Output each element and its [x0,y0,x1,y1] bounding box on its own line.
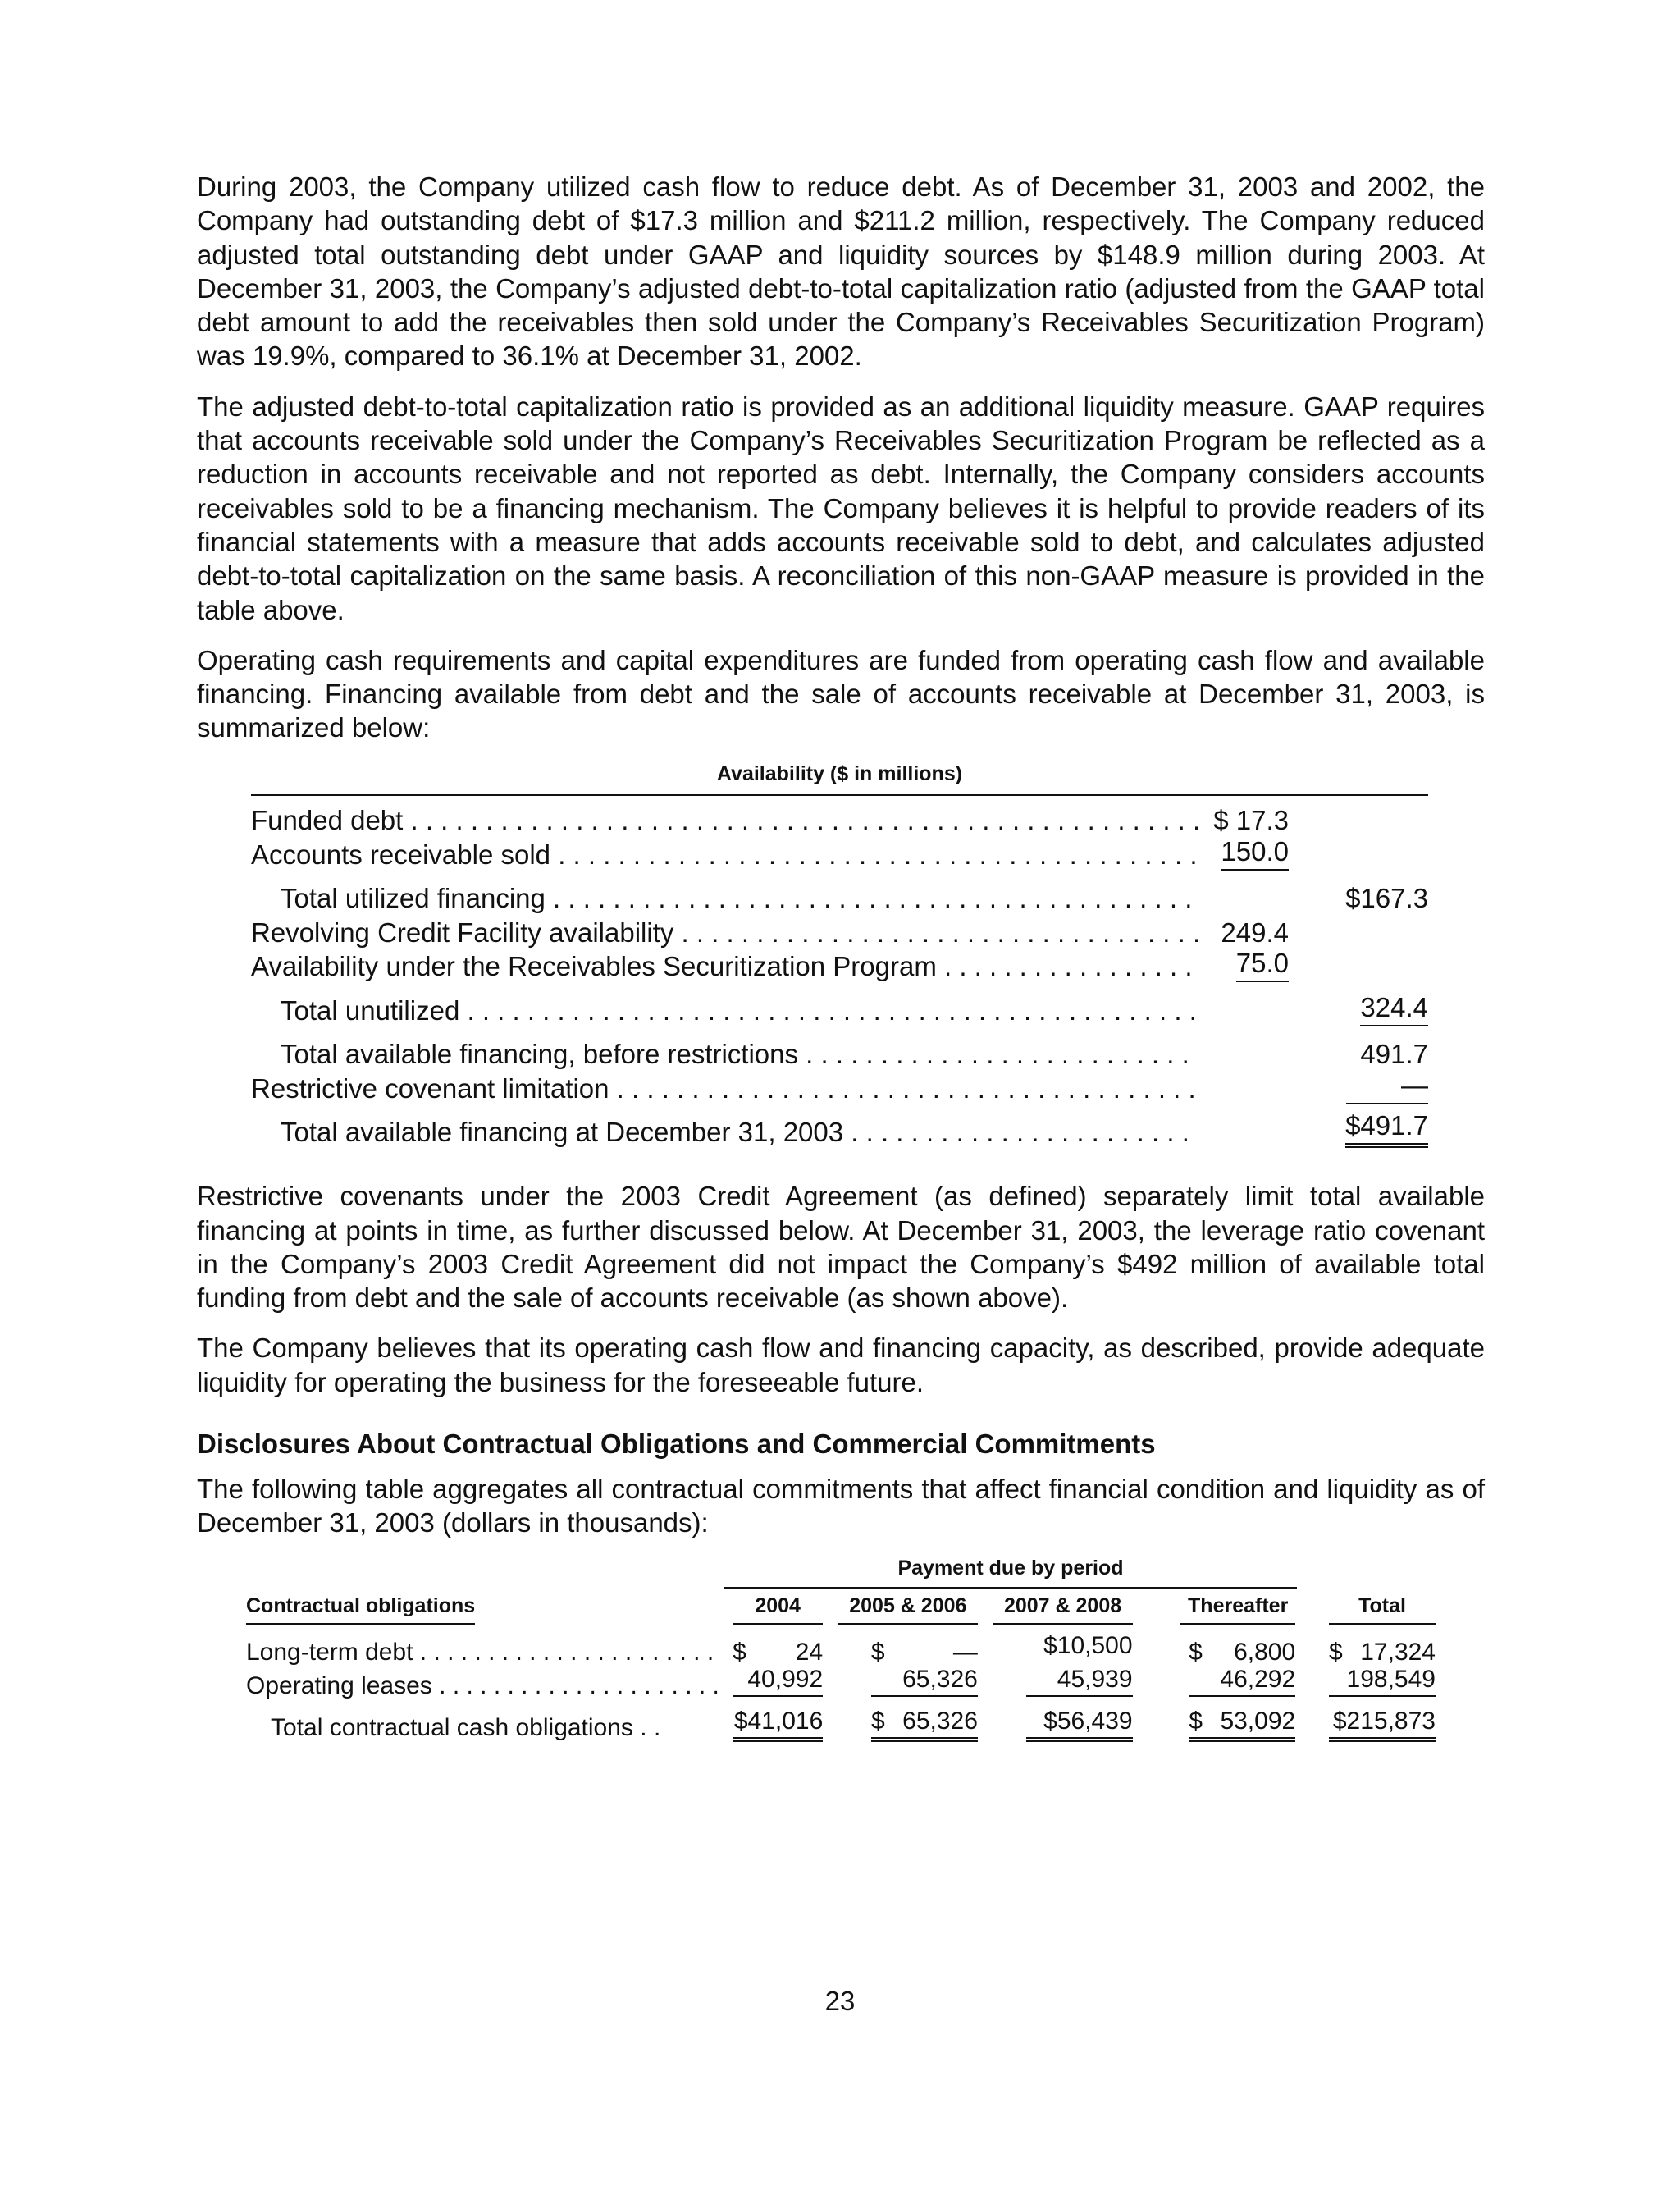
cell-value: 65,326 [902,1665,978,1693]
cell-value: 198,549 [1346,1665,1436,1693]
row-label: Long-term debt [246,1638,413,1666]
currency-sign: $ [733,1638,746,1666]
row-label: Funded debt [251,805,404,836]
table-row [251,836,1428,871]
cell-value: $215,873 [1332,1707,1436,1735]
cell-value: 24 [795,1638,824,1666]
table-header-row [246,1589,1436,1625]
currency-sign: $ [870,1707,885,1735]
column-header: 2005 & 2006 [838,1594,978,1625]
row-label: Accounts receivable sold [251,839,551,870]
cell-value: 53,092 [1220,1707,1296,1735]
section-heading: Disclosures About Contractual Obligations and Commercial Commitments [197,1429,1156,1460]
cell-value: 45,939 [1057,1665,1133,1693]
contractual-obligations-table [246,1557,1436,1742]
cell-value: — [952,1638,978,1666]
paragraph-debt-reduction: During 2003, the Company utilized cash flow to reduce debt. As of December 31, 2003 and 2002, the Company had outstanding debt of $17.3 million and $211.2 million, respectively. The Company reduced adjusted total outstanding debt under GAAP and liquidity sources by $148.9 million during 2003. At December 31, 2003, the Company’s adjusted debt-to-total capitalization ratio (adjusted from the GAAP total debt amount to add the receivables then sold under the Company’s Receivables Securitization Program) was 19.9%, compared to 36.1% at December 31, 2002. [197,171,1485,372]
cell-value: $10,500 [1043,1631,1133,1659]
cell-value: 17,324 [1360,1638,1436,1666]
row-total: 324.4 [1360,992,1428,1026]
paragraph-capitalization-ratio: The adjusted debt-to-total capitalization ratio is provided as an additional liquidity measure. GAAP requires that accounts receivable sold under the Company’s Receivables Securitization Program be reflected as a reduction in accounts receivable and not reported as debt. Internally, the Company considers accounts receivables sold to be a financing mechanism. The Company believes it is helpful to provide readers of its financial statements with a measure that adds accounts receivable sold to debt, and calculates adjusted debt-to-total capitalization on the same basis. A reconciliation of this non-GAAP measure is provided in the table above. [197,391,1485,625]
currency-sign: $ [1329,1638,1343,1666]
cell-value: $56,439 [1043,1707,1133,1735]
row-label: Total available financing at December 31, 2003 [281,1117,844,1148]
table-row [251,992,1428,1026]
payment-period-header: Payment due by period [724,1557,1297,1589]
paragraph-contractual-intro: The following table aggregates all contractual commitments that affect financial condition and liquidity as of December 31, 2003 (dollars in thousands): [197,1474,1485,1538]
availability-table [251,761,1428,1149]
page-number: 23 [824,1986,856,2016]
row-total: 491.7 [1360,1039,1428,1070]
row-label: Revolving Credit Facility availability [251,917,674,948]
row-label: Total contractual cash obligations [271,1713,633,1741]
column-header: Thereafter [1180,1594,1295,1625]
cell-value: 6,800 [1234,1638,1296,1666]
row-total: — [1346,1070,1428,1104]
table-row [251,1070,1428,1104]
column-header: Total [1329,1594,1436,1625]
table-row [246,1667,1436,1700]
paragraph-liquidity-belief: The Company believes that its operating cash flow and financing capacity, as described, provide adequate liquidity for operating the business for the foreseeable future. [197,1333,1485,1397]
cell-value: 46,292 [1220,1665,1296,1693]
row-value: 75.0 [1236,948,1289,982]
paragraph-restrictive-covenants: Restrictive covenants under the 2003 Credit Agreement (as defined) separately limit total available financing at points in time, as further discussed below. At December 31, 2003, the leverage ratio covenant in the Company’s 2003 Credit Agreement did not impact the Company’s $492 million of available total funding from debt and the sale of accounts receivable (as shown above). [197,1181,1485,1314]
currency-sign: $ [870,1638,885,1666]
table-row [251,949,1428,983]
column-header: 2004 [733,1594,823,1625]
row-label: Operating leases [246,1671,432,1699]
cell-value: 65,326 [902,1707,978,1735]
row-label: Total utilized financing [281,883,546,914]
document-page [197,170,1485,1742]
column-header: 2007 & 2008 [993,1594,1133,1625]
table-row [251,1110,1428,1149]
row-total: $491.7 [1345,1110,1428,1148]
table-row [251,802,1428,837]
row-value: 249.4 [1221,917,1289,948]
currency-sign: $ [1189,1707,1203,1735]
row-value: $ 17.3 [1213,805,1289,836]
column-header: Contractual obligations [246,1594,475,1625]
table-row [251,1036,1428,1071]
availability-caption: Availability ($ in millions) [251,761,1428,796]
table-row [246,1633,1436,1667]
row-label: Total available financing, before restrictions [281,1039,799,1070]
table-row [251,914,1428,949]
cell-value: $41,016 [733,1707,824,1735]
table-row: Total contractual cash obligations . . $41,016 $ 65,326 $56,439 $ 53,092 $215,873 [271,1707,1436,1741]
cell-value: 40,992 [747,1665,824,1693]
table-row [251,880,1428,915]
row-label: Total unutilized [281,994,460,1026]
row-label: Availability under the Receivables Securitization Program [251,951,937,982]
row-total: $167.3 [1345,883,1428,914]
row-label: Restrictive covenant limitation [251,1072,609,1104]
currency-sign: $ [1189,1638,1203,1666]
row-value: 150.0 [1221,836,1289,871]
paragraph-operating-cash: Operating cash requirements and capital expenditures are funded from operating cash flow and available financing. Financing available from debt and the sale of accounts receivable at December 31, 2003, is summarized below: [197,644,1485,743]
